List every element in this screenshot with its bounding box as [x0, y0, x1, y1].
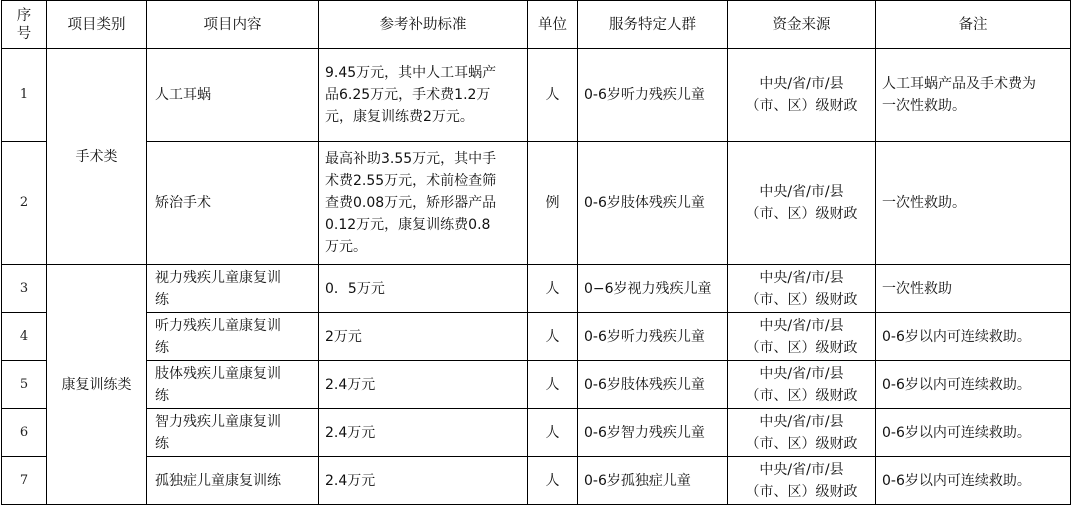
- category-rehab: 康复训练类: [47, 265, 147, 505]
- row-target-group: 0-6岁肢体残疾儿童: [578, 361, 728, 409]
- row-unit: 人: [528, 49, 578, 142]
- row-index: 2: [2, 142, 47, 265]
- row-fund-source: 中央/省/市/县 （市、区）级财政: [728, 142, 876, 265]
- row-target-group: 0-6岁听力残疾儿童: [578, 49, 728, 142]
- header-content: 项目内容: [147, 1, 319, 49]
- row-index: 7: [2, 457, 47, 505]
- row-content: 矫治手术: [147, 142, 319, 265]
- row-target-group: 0-6岁孤独症儿童: [578, 457, 728, 505]
- row-unit: 人: [528, 457, 578, 505]
- table-row: [2, 361, 1071, 409]
- row-fund-source: 中央/省/市/县 （市、区）级财政: [728, 361, 876, 409]
- table-row: [2, 265, 1071, 313]
- row-standard: 最高补助3.55万元，其中手 术费2.55万元，术前检查筛 查费0.08万元，矫形器产品 0.12万元，康复训练费0.8 万元。: [319, 142, 528, 265]
- row-index: 3: [2, 265, 47, 313]
- table-row: [2, 49, 1071, 142]
- row-index: 5: [2, 361, 47, 409]
- row-target-group: 0-6岁听力残疾儿童: [578, 313, 728, 361]
- row-unit: 例: [528, 142, 578, 265]
- category-surgery: 手术类: [47, 49, 147, 265]
- row-standard: 2.4万元: [319, 409, 528, 457]
- row-unit: 人: [528, 361, 578, 409]
- row-content: 孤独症儿童康复训练: [147, 457, 319, 505]
- header-row: [2, 1, 1071, 49]
- row-fund-source: 中央/省/市/县 （市、区）级财政: [728, 457, 876, 505]
- row-note: 0-6岁以内可连续救助。: [876, 409, 1071, 457]
- header-target-group: 服务特定人群: [578, 1, 728, 49]
- row-content: 听力残疾儿童康复训 练: [147, 313, 319, 361]
- header-note: 备注: [876, 1, 1071, 49]
- header-fund-source: 资金来源: [728, 1, 876, 49]
- row-note: 0-6岁以内可连续救助。: [876, 313, 1071, 361]
- row-standard: 2万元: [319, 313, 528, 361]
- row-note: 人工耳蜗产品及手术费为 一次性救助。: [876, 49, 1071, 142]
- header-unit: 单位: [528, 1, 578, 49]
- header-category: 项目类别: [47, 1, 147, 49]
- row-content: 视力残疾儿童康复训 练: [147, 265, 319, 313]
- row-target-group: 0-6岁智力残疾儿童: [578, 409, 728, 457]
- row-unit: 人: [528, 313, 578, 361]
- table-row: [2, 409, 1071, 457]
- table-row: [2, 313, 1071, 361]
- row-content: 人工耳蜗: [147, 49, 319, 142]
- table-row: [2, 142, 1071, 265]
- row-fund-source: 中央/省/市/县 （市、区）级财政: [728, 409, 876, 457]
- row-standard: 2.4万元: [319, 361, 528, 409]
- row-content: 智力残疾儿童康复训 练: [147, 409, 319, 457]
- row-index: 1: [2, 49, 47, 142]
- row-content: 肢体残疾儿童康复训 练: [147, 361, 319, 409]
- row-note: 0-6岁以内可连续救助。: [876, 457, 1071, 505]
- row-note: 一次性救助: [876, 265, 1071, 313]
- header-standard: 参考补助标准: [319, 1, 528, 49]
- row-fund-source: 中央/省/市/县 （市、区）级财政: [728, 265, 876, 313]
- row-target-group: 0−6岁视力残疾儿童: [578, 265, 728, 313]
- row-standard: 0．5万元: [319, 265, 528, 313]
- row-note: 0-6岁以内可连续救助。: [876, 361, 1071, 409]
- subsidy-table: [1, 0, 1071, 505]
- header-index: 序 号: [2, 1, 47, 49]
- row-unit: 人: [528, 265, 578, 313]
- row-fund-source: 中央/省/市/县 （市、区）级财政: [728, 313, 876, 361]
- row-fund-source: 中央/省/市/县 （市、区）级财政: [728, 49, 876, 142]
- row-index: 4: [2, 313, 47, 361]
- row-unit: 人: [528, 409, 578, 457]
- row-standard: 2.4万元: [319, 457, 528, 505]
- table-row: [2, 457, 1071, 505]
- row-standard: 9.45万元，其中人工耳蜗产 品6.25万元，手术费1.2万 元，康复训练费2万元。: [319, 49, 528, 142]
- row-target-group: 0-6岁肢体残疾儿童: [578, 142, 728, 265]
- row-note: 一次性救助。: [876, 142, 1071, 265]
- row-index: 6: [2, 409, 47, 457]
